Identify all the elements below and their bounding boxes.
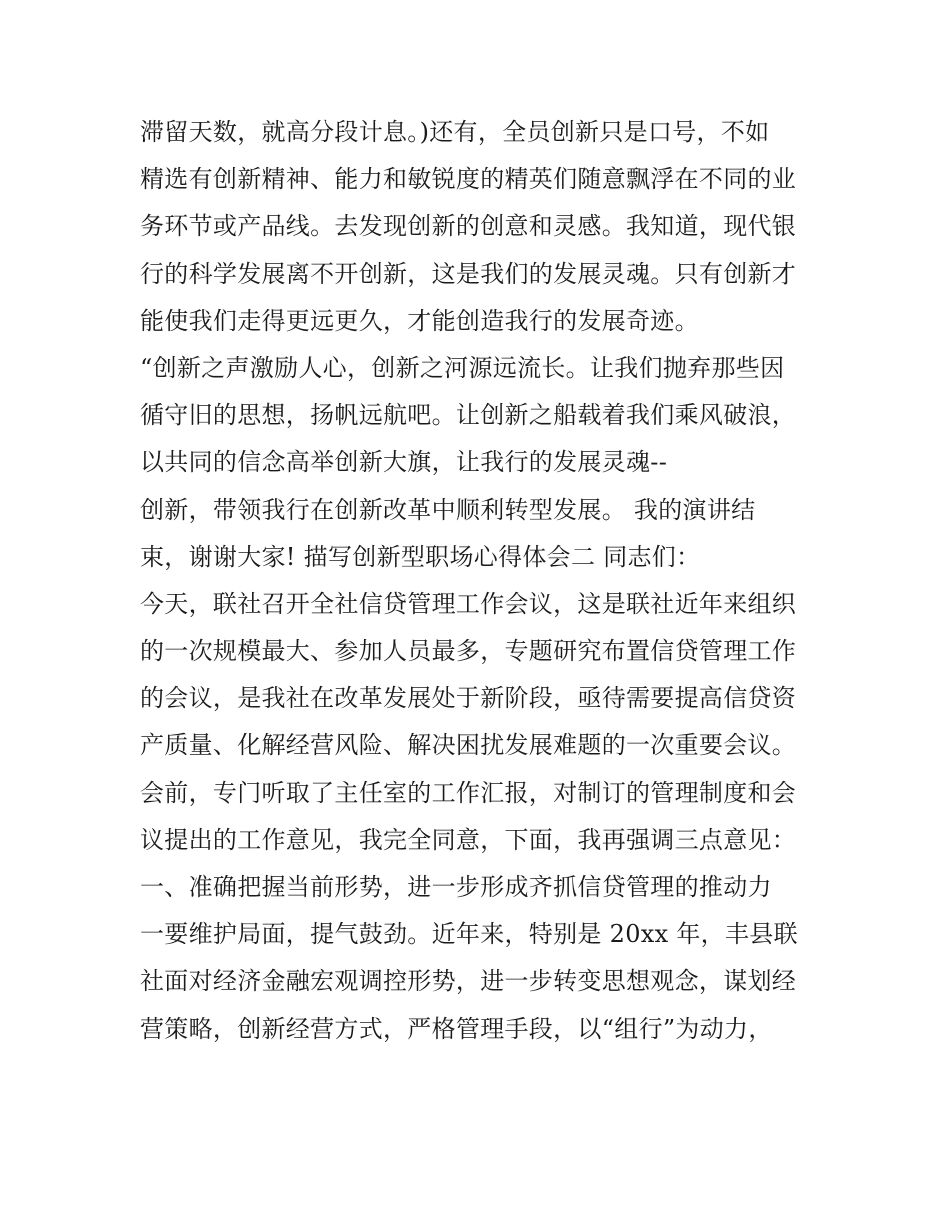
- text-line: 今天，联社召开全社信贷管理工作会议，这是联社近年来组织: [140, 589, 797, 618]
- text-line: 的会议，是我社在改革发展处于新阶段，亟待需要提高信贷资: [140, 684, 797, 713]
- text-line: 创新，带领我行在创新改革中顺利转型发展。 我的演讲结: [140, 495, 756, 524]
- text-line: 能使我们走得更远更久，才能创造我行的发展奇迹。: [140, 306, 699, 335]
- text-line: “创新之声激励人心，创新之河源远流长。让我们抛弃那些因: [140, 353, 785, 382]
- text-line: 社面对经济金融宏观调控形势，进一步转变思想观念，谋划经: [140, 967, 797, 996]
- text-line: 产质量、化解经营风险、解决困扰发展难题的一次重要会议。: [140, 731, 797, 760]
- text-line: 的一次规模最大、参加人员最多，专题研究布置信贷管理工作: [140, 637, 797, 666]
- text-line: 束，谢谢大家! 描写创新型职场心得体会二 同志们：: [140, 542, 701, 571]
- text-line: 会前，专门听取了主任室的工作汇报，对制订的管理制度和会: [140, 778, 797, 807]
- text-line: 务环节或产品线。去发现创新的创意和灵感。我知道，现代银: [140, 212, 797, 241]
- text-line: 循守旧的思想，扬帆远航吧。让创新之船载着我们乘风破浪，: [140, 401, 797, 430]
- text-line: 议提出的工作意见，我完全同意，下面，我再强调三点意见：: [140, 825, 797, 854]
- text-line: 营策略，创新经营方式，严格管理手段，以“组行”为动力，: [140, 1014, 773, 1043]
- text-line: 行的科学发展离不开创新，这是我们的发展灵魂。只有创新才: [140, 259, 797, 288]
- text-line: 一、准确把握当前形势，进一步形成齐抓信贷管理的推动力: [140, 873, 772, 901]
- text-line: 以共同的信念高举创新大旗，让我行的发展灵魂--: [140, 448, 668, 477]
- text-line: 一要维护局面，提气鼓劲。近年来，特别是 20xx 年，丰县联: [140, 920, 798, 949]
- document-body: [140, 109, 830, 1053]
- text-line: 精选有创新精神、能力和敏锐度的精英们随意飘浮在不同的业: [140, 165, 797, 194]
- text-line: 滞留天数，就高分段计息。)还有，全员创新只是口号，不如: [140, 118, 770, 146]
